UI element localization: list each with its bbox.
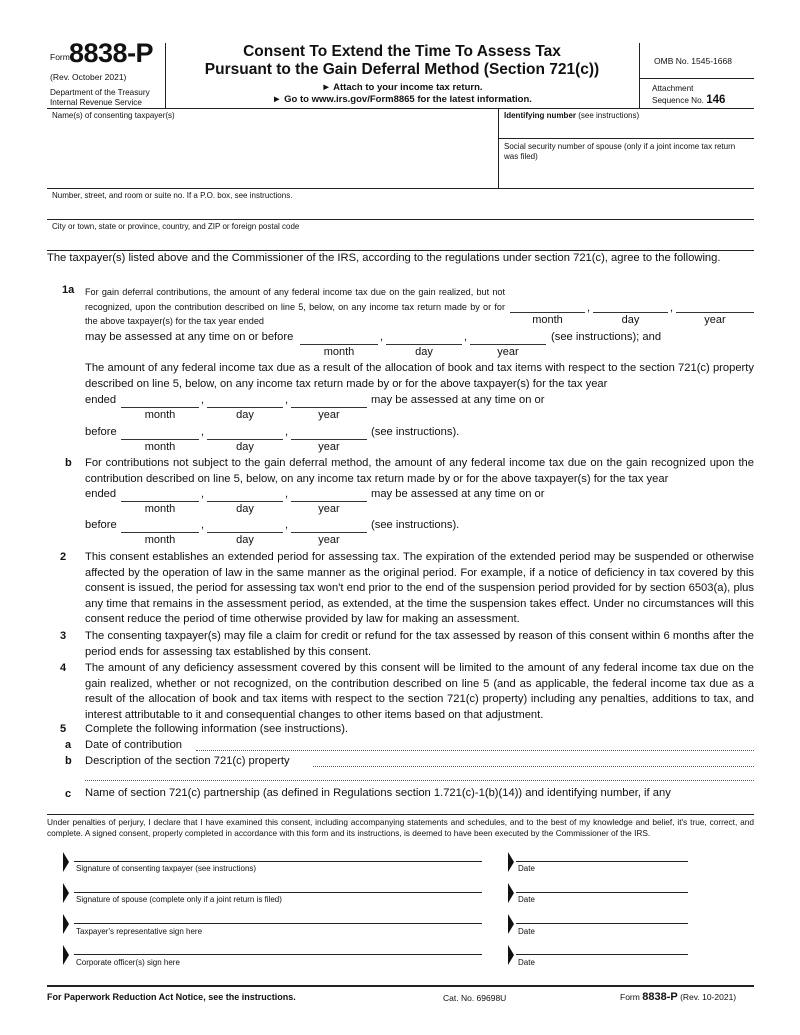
line-2-text: This consent establishes an extended period for assessing tax. The expiration of the extended period may be suspended or otherwise affected by the operation of law in the same manner as the original period. For example, if a notice of deficiency in tax covered by this consent is issued, the period for assessing tax won't end prior to the end of the suspension period provided for by section 6503(a), plus any time that remains in the assessment period, as extended, at the time the suspension takes effect. Under no circumstances will this consent reduce the period of time otherwise provided by law for making an assessment. [85, 551, 754, 625]
sign-arrow-icon [508, 914, 514, 934]
line-5c-text: Name of section 721(c) partnership (as defined in Regulations section 1.721(c)-1(b)(14)) and identifying number, if any [85, 787, 671, 799]
spouse-ssn-input[interactable] [504, 164, 749, 186]
nongd-before-day-input[interactable] [207, 532, 283, 533]
line-5-number: 5 [60, 723, 67, 735]
year-label: year [318, 503, 340, 515]
taxpayer-signature-label: Signature of consenting taxpayer (see instructions) [76, 864, 257, 873]
month-label: month [144, 534, 176, 546]
line-5b-text: Description of the section 721(c) property [85, 755, 290, 767]
line-4-text: The amount of any deficiency assessment covered by this consent will be limited to the amount of any federal income tax due on the gain realized, whether or not recognized, on the contribution described on line 5 (and as applicable, the federal income tax due as a result of the allocation of book and tax items with respect to the section 721(c) property) including any penalties, additions to tax, and interest attributable to it and consequential changes to other items based on that adjustment. [85, 662, 754, 721]
sequence-label: Sequence No. 146 [652, 94, 726, 106]
line-5a-letter: a [65, 739, 72, 751]
city-input[interactable] [52, 233, 752, 249]
year-label: year [318, 441, 340, 453]
property-description-input[interactable] [313, 766, 754, 767]
line-1b-letter: b [65, 457, 72, 469]
id-number-label: Identifying number (see instructions) [504, 111, 640, 120]
sequence-number: 146 [706, 94, 726, 106]
officer-signature-label: Corporate officer(s) sign here [76, 958, 180, 967]
footer-form-id: Form 8838-P (Rev. 10-2021) [620, 991, 737, 1003]
see-instructions: (see instructions). [371, 426, 460, 438]
spouse-date-input[interactable] [516, 879, 688, 891]
nongd-before-month-input[interactable] [121, 532, 199, 533]
street-input[interactable] [52, 202, 752, 218]
attachment-label: Attachment [652, 84, 694, 93]
comma: , [201, 488, 205, 500]
comma: , [464, 331, 468, 343]
line-1a-number: 1a [62, 284, 75, 296]
id-number-input[interactable] [504, 122, 749, 138]
footer-form-number: 8838-P [642, 991, 678, 1003]
comma: , [201, 394, 205, 406]
city-label: City or town, state or province, country, and ZIP or foreign postal code [52, 222, 300, 231]
service-name: Internal Revenue Service [50, 98, 142, 107]
sign-arrow-icon [508, 852, 514, 872]
month-label: month [532, 314, 563, 326]
line-2-number: 2 [60, 551, 67, 563]
names-label: Name(s) of consenting taxpayer(s) [52, 111, 175, 120]
representative-date-input[interactable] [516, 910, 688, 922]
month-label: month [144, 441, 176, 453]
assess-day-input[interactable] [386, 344, 462, 345]
line-3-text: The consenting taxpayer(s) may file a claim for credit or refund for the tax assessed by reason of this consent within 6 months after the period ends for assessing tax established by this consent. [85, 630, 754, 658]
month-label: month [144, 409, 176, 421]
sign-arrow-icon [63, 914, 69, 934]
line-3-number: 3 [60, 630, 67, 642]
assessed-on-or-text: may be assessed at any time on or [371, 394, 545, 406]
date-label: Date [518, 895, 535, 904]
before-label: before [85, 519, 117, 531]
alloc-ended-day-input[interactable] [207, 407, 283, 408]
alloc-ended-year-input[interactable] [291, 407, 367, 408]
partnership-name-input[interactable] [85, 800, 754, 812]
form-revision: (Rev. October 2021) [50, 72, 127, 82]
tax-year-month-input[interactable] [510, 312, 585, 313]
day-label: day [621, 314, 640, 326]
attach-note: ► Attach to your income tax return. [321, 82, 483, 93]
tax-year-year-input[interactable] [676, 312, 754, 313]
assess-year-input[interactable] [470, 344, 546, 345]
month-label: month [323, 346, 355, 358]
form-word: Form [50, 52, 70, 62]
comma: , [380, 331, 384, 343]
names-input[interactable] [52, 124, 492, 184]
officer-signature-input[interactable] [74, 941, 482, 953]
line-1b-text: For contributions not subject to the gain deferral method, the amount of any federal income tax due on the gain recognized upon the contribution described on line 5, below, on any income tax return made by or for the above taxpayer(s) for the tax year [85, 457, 754, 485]
year-label: year [497, 346, 519, 358]
contribution-date-input[interactable] [196, 750, 754, 751]
day-label: day [236, 503, 254, 515]
day-label: day [236, 534, 254, 546]
omb-number: OMB No. 1545-1668 [654, 56, 732, 66]
line-1a-text2: The amount of any federal income tax due as a result of the allocation of book and tax items with respect to the section 721(c) property described on line 5, below, on any income tax return made by or for the above taxpayer(s) for the tax year [85, 362, 754, 390]
sign-arrow-icon [508, 883, 514, 903]
date-label: Date [518, 927, 535, 936]
sign-arrow-icon [63, 883, 69, 903]
department-name: Department of the Treasury [50, 88, 150, 97]
spouse-signature-input[interactable] [74, 879, 482, 891]
comma: , [587, 302, 591, 314]
day-label: day [236, 409, 254, 421]
comma: , [285, 394, 289, 406]
sign-arrow-icon [63, 945, 69, 965]
catalog-number: Cat. No. 69698U [443, 993, 507, 1003]
line-1a-text1: For gain deferral contributions, the amount of any federal income tax due on the gain realized, but not recognized, upon the contribution described on line 5, below, on any income tax return made by or for the above taxpayer(s) for the tax year ended [85, 287, 505, 326]
comma: , [285, 426, 289, 438]
goto-note: ► Go to www.irs.gov/Form8865 for the latest information. [272, 94, 532, 105]
date-label: Date [518, 864, 535, 873]
nongd-ended-year-input[interactable] [291, 501, 367, 502]
form-number: 8838-P [69, 38, 154, 68]
line-5c-letter: c [65, 788, 72, 800]
representative-signature-label: Taxpayer's representative sign here [76, 927, 203, 936]
date-label: Date [518, 958, 535, 967]
nongd-ended-day-input[interactable] [207, 501, 283, 502]
alloc-ended-month-input[interactable] [121, 407, 199, 408]
form-title-line1: Consent To Extend the Time To Assess Tax [243, 43, 561, 60]
representative-signature-input[interactable] [74, 910, 482, 922]
comma: , [285, 488, 289, 500]
year-label: year [318, 534, 340, 546]
may-be-assessed-text: may be assessed at any time on or before [85, 331, 294, 343]
day-label: day [236, 441, 254, 453]
alloc-before-year-input[interactable] [291, 439, 367, 440]
ended-label: ended [85, 488, 117, 500]
comma: , [201, 519, 205, 531]
intro-text: The taxpayer(s) listed above and the Commissioner of the IRS, according to the regulations under section 721(c), agree to the following. [47, 252, 721, 264]
nongd-before-year-input[interactable] [291, 532, 367, 533]
alloc-before-month-input[interactable] [121, 439, 199, 440]
spouse-signature-label: Signature of spouse (complete only if a joint return is filed) [76, 895, 282, 904]
perjury-statement: Under penalties of perjury, I declare that I have examined this consent, including accompanying statements and schedules, and to the best of my knowledge and belief, it's true, correct, and complete. A signed consent, properly completed in accordance with this form and its instructions, is deemed to have been executed by the Commissioner of the IRS. [47, 817, 754, 838]
month-label: month [144, 503, 176, 515]
officer-date-input[interactable] [516, 941, 688, 953]
comma: , [670, 302, 674, 314]
line-5-text: Complete the following information (see instructions). [85, 723, 349, 735]
line-4-number: 4 [60, 662, 67, 674]
taxpayer-date-input[interactable] [516, 848, 688, 860]
see-instructions-and: (see instructions); and [551, 331, 662, 343]
comma: , [201, 426, 205, 438]
taxpayer-signature-input[interactable] [74, 848, 482, 860]
nongd-ended-month-input[interactable] [121, 501, 199, 502]
assess-month-input[interactable] [300, 344, 378, 345]
form-title-line2: Pursuant to the Gain Deferral Method (Section 721(c)) [204, 61, 600, 78]
ended-label: ended [85, 394, 117, 406]
spouse-ssn-label: Social security number of spouse (only if a joint income tax return was filed) [504, 142, 736, 161]
year-label: year [318, 409, 340, 421]
year-label: year [704, 314, 726, 326]
day-label: day [415, 346, 433, 358]
street-label: Number, street, and room or suite no. If a P.O. box, see instructions. [52, 191, 293, 200]
property-description-continued-input[interactable] [85, 780, 754, 781]
assessed-on-or-text: may be assessed at any time on or [371, 488, 545, 500]
paperwork-notice: For Paperwork Reduction Act Notice, see the instructions. [47, 992, 296, 1002]
line-5a-text: Date of contribution [85, 739, 183, 751]
sign-arrow-icon [63, 852, 69, 872]
see-instructions: (see instructions). [371, 519, 460, 531]
before-label: before [85, 426, 117, 438]
comma: , [285, 519, 289, 531]
tax-year-day-input[interactable] [593, 312, 668, 313]
sign-arrow-icon [508, 945, 514, 965]
line-5b-letter: b [65, 755, 72, 767]
alloc-before-day-input[interactable] [207, 439, 283, 440]
